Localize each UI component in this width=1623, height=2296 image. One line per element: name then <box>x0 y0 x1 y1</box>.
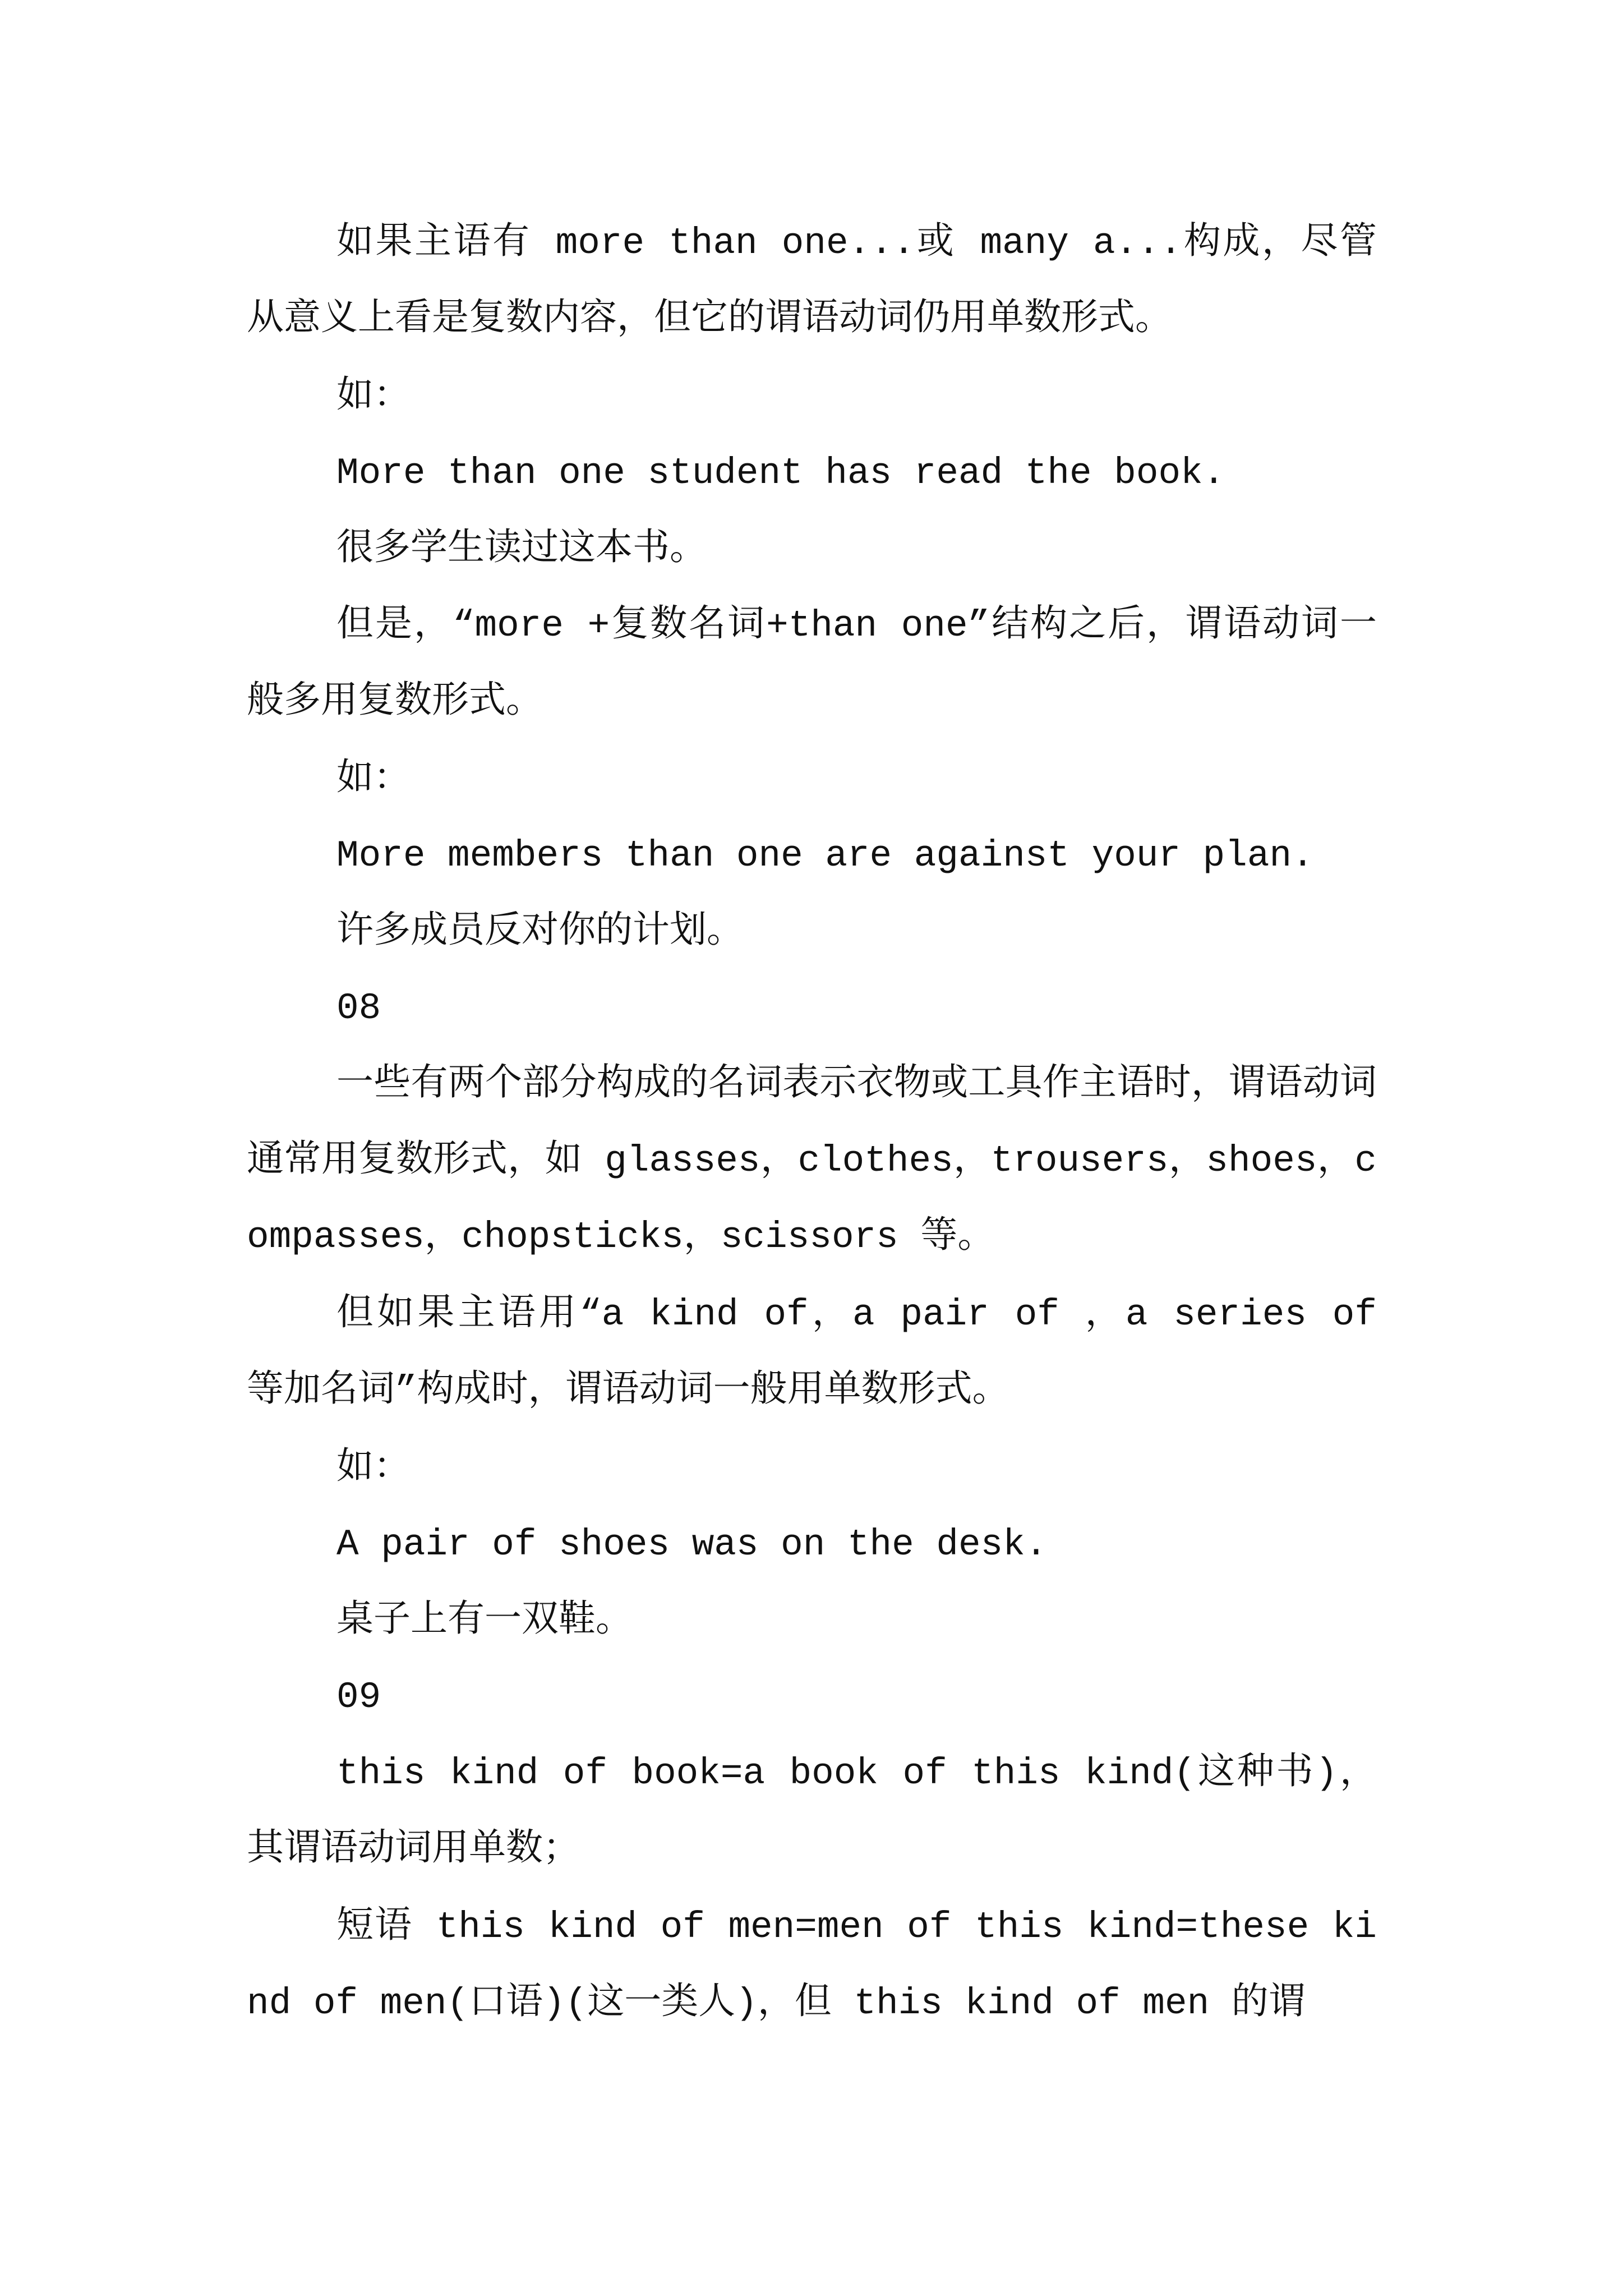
paragraph-example-sentence: More than one student has read the book. <box>336 452 1225 494</box>
paragraph-more-than-one-rule: 如果主语有 more than one...或 many a...构成，尽管从意义上看是复数内容，但它的谓语动词仍用单数形式。 <box>247 222 1377 341</box>
paragraph-this-kind-of-book: this kind of book=a book of this kind(这种书)，其谓语动词用单数； <box>247 1752 1377 1871</box>
paragraph-example-sentence: More members than one are against your plan. <box>336 835 1314 877</box>
paragraph-example-translation: 很多学生读过这本书。 <box>336 528 707 570</box>
paragraph-example-translation: 许多成员反对你的计划。 <box>336 911 744 953</box>
paragraph-example-label: 如： <box>336 1447 411 1489</box>
section-number: 08 <box>336 987 381 1029</box>
paragraph-two-part-nouns-rule: 一些有两个部分构成的名词表示衣物或工具作主语时，谓语动词通常用复数形式，如 glasses，clothes，trousers，shoes，compasses，chopsticks，scissors 等。 <box>247 1064 1377 1258</box>
paragraph-example-label: 如： <box>336 376 411 418</box>
paragraph-pair-of-rule: 但如果主语用“a kind of，a pair of ，a series of 等加名词”构成时，谓语动词一般用单数形式。 <box>247 1294 1377 1412</box>
paragraph-example-sentence: A pair of shoes was on the desk. <box>336 1524 1048 1566</box>
paragraph-example-label: 如： <box>336 758 411 800</box>
paragraph-more-plural-rule: 但是，“more +复数名词+than one”结构之后，谓语动词一般多用复数形式。 <box>247 605 1377 723</box>
section-number: 09 <box>336 1676 381 1718</box>
paragraph-example-translation: 桌子上有一双鞋。 <box>336 1600 633 1642</box>
paragraph-this-kind-of-men: 短语 this kind of men=men of this kind=these kind of men(口语)(这一类人)，但 this kind of men 的谓 <box>247 1906 1377 2024</box>
